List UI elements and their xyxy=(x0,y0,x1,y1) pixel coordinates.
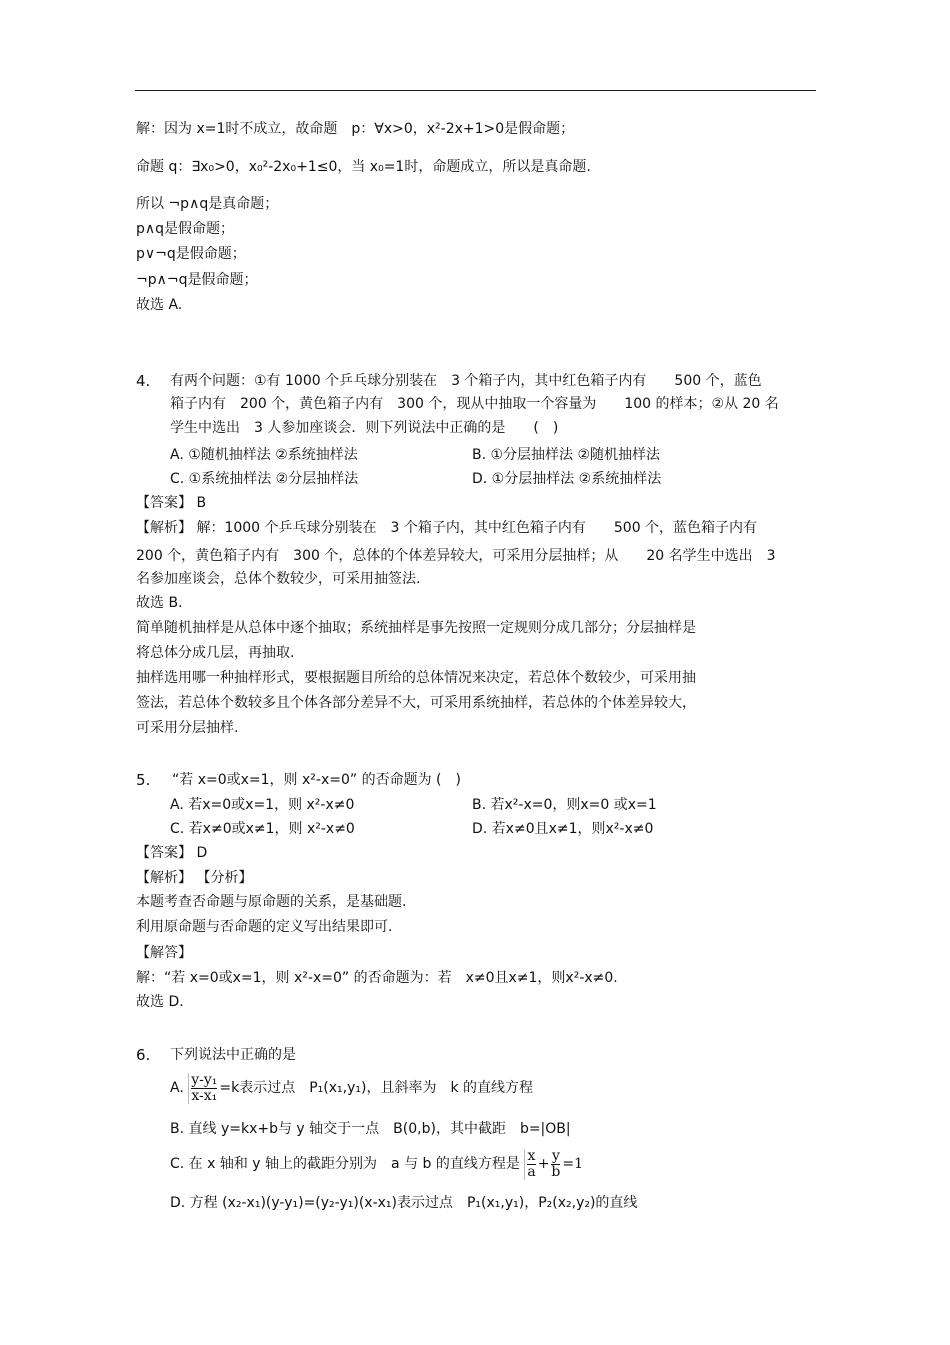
question-4-option-c: C. ①系统抽样法 ②分层抽样法 xyxy=(170,471,359,487)
option-a-fraction xyxy=(188,1073,219,1104)
option-a-label: A. xyxy=(170,1080,184,1096)
question-5-stem: “若 x=0或x=1，则 x²-x=0” 的否命题为 ( ) xyxy=(172,772,461,788)
question-5-answer: 【答案】 D xyxy=(136,845,208,861)
fraction-denominator: a xyxy=(527,1163,536,1180)
question-4-analysis-2: 200 个，黄色箱子内有 300 个，总体的个体差异较大，可采用分层抽样；从 20 名学生中选出 3 xyxy=(136,548,776,564)
question-4-option-b: B. ①分层抽样法 ②随机抽样法 xyxy=(472,447,661,463)
question-4-stem-1: 有两个问题：①有 1000 个乒乓球分别装在 3 个箱子内，其中红色箱子内有 500 个，蓝色 xyxy=(170,373,762,389)
question-4-analysis-5: 简单随机抽样是从总体中逐个抽取；系统抽样是事先按照一定规则分成几部分；分层抽样是 xyxy=(136,620,696,636)
option-c-fraction-y xyxy=(549,1149,562,1180)
question-4-analysis-7: 抽样选用哪一种抽样形式，要根据题目所给的总体情况来决定，若总体个数较少，可采用抽 xyxy=(136,670,696,686)
question-6-option-d: D. 方程 (x₂-x₁)(y-y₁)=(y₂-y₁)(x-x₁)表示过点 P₁(x₁,y₁)，P₂(x₂,y₂)的直线 xyxy=(170,1195,638,1211)
question-4-stem-3: 学生中选出 3 人参加座谈会．则下列说法中正确的是 ( ) xyxy=(170,420,559,436)
fraction-denominator: x-x₁ xyxy=(191,1087,218,1104)
question-4-analysis-1: 【解析】 解：1000 个乒乓球分别装在 3 个箱子内，其中红色箱子内有 500 个，蓝色箱子内有 xyxy=(136,520,758,536)
question-4-analysis-6: 将总体分成几层，再抽取. xyxy=(136,645,295,661)
fraction-denominator: b xyxy=(551,1163,561,1180)
question-4-analysis-4: 故选 B. xyxy=(136,595,183,611)
solution-line-7: 故选 A. xyxy=(136,297,183,313)
question-6-number: 6. xyxy=(136,1046,151,1064)
fraction-numerator: y-y₁ xyxy=(191,1071,218,1088)
question-5-option-c: C. 若x≠0或x≠1，则 x²-x≠0 xyxy=(170,821,355,837)
solution-line-2: 命题 q：∃x₀>0，x₀²-2x₀+1≤0，当 x₀=1时，命题成立，所以是真命题. xyxy=(136,159,591,175)
solution-line-5: p∨¬q是假命题； xyxy=(136,246,246,262)
question-6-stem: 下列说法中正确的是 xyxy=(170,1047,296,1063)
option-c-text: C. 在 x 轴和 y 轴上的截距分别为 a 与 b 的直线方程是 xyxy=(170,1156,520,1172)
question-5-analysis-4: 【解答】 xyxy=(136,945,192,961)
question-5-analysis-1: 【解析】 【分析】 xyxy=(136,870,253,886)
question-6-option-a xyxy=(170,1070,533,1106)
question-4-analysis-3: 名参加座谈会，总体个数较少，可采用抽签法. xyxy=(136,571,421,587)
solution-line-1: 解：因为 x=1时不成立，故命题 p：∀x>0，x²-2x+1>0是假命题； xyxy=(136,121,575,137)
question-4-answer: 【答案】 B xyxy=(136,495,207,511)
solution-line-6: ¬p∧¬q是假命题； xyxy=(136,272,258,288)
question-4-option-d: D. ①分层抽样法 ②系统抽样法 xyxy=(472,471,662,487)
fraction-numerator: y xyxy=(551,1147,560,1164)
question-5-analysis-2: 本题考查否命题与原命题的关系，是基础题. xyxy=(136,894,407,910)
option-c-fraction-x xyxy=(524,1149,537,1180)
option-c-equals: =1 xyxy=(562,1156,584,1172)
question-5-analysis-5: 解：“若 x=0或x=1，则 x²-x=0” 的否命题为：若 x≠0且x≠1，则x²-x≠0. xyxy=(136,970,618,986)
solution-line-4: p∧q是假命题； xyxy=(136,221,235,237)
header-rule xyxy=(135,90,816,91)
question-6-option-c: C. 在 x 轴和 y 轴上的截距分别为 a 与 b 的直线方程是 $\frac{x}{a}$ + $\frac{y}{b}$ =1 xyxy=(170,1147,584,1180)
question-4-analysis-9: 可采用分层抽样. xyxy=(136,720,239,736)
question-5-option-b: B. 若x²-x=0，则x=0 或x=1 xyxy=(472,797,657,813)
question-4-number: 4. xyxy=(136,372,151,390)
question-5-number: 5. xyxy=(136,771,151,789)
fraction-numerator: x xyxy=(527,1147,536,1164)
solution-line-3: 所以 ¬p∧q是真命题； xyxy=(136,196,279,212)
question-4-stem-2: 箱子内有 200 个，黄色箱子内有 300 个，现从中抽取一个容量为 100 的样本；②从 20 名 xyxy=(170,396,779,412)
question-5-option-d: D. 若x≠0且x≠1，则x²-x≠0 xyxy=(472,821,654,837)
question-6-option-b: B. 直线 y=kx+b与 y 轴交于一点 B(0,b)，其中截距 b=|OB| xyxy=(170,1121,571,1137)
question-5-analysis-3: 利用原命题与否命题的定义写出结果即可. xyxy=(136,919,393,935)
question-4-option-a: A. ①随机抽样法 ②系统抽样法 xyxy=(170,447,358,463)
question-5-analysis-6: 故选 D. xyxy=(136,994,184,1010)
option-a-text: =k表示过点 P₁(x₁,y₁)，且斜率为 k 的直线方程 xyxy=(219,1080,534,1096)
question-5-option-a: A. 若x=0或x=1，则 x²-x≠0 xyxy=(170,797,355,813)
question-4-analysis-8: 签法，若总体个数较多且个体各部分差异不大，可采用系统抽样，若总体的个体差异较大， xyxy=(136,695,696,711)
